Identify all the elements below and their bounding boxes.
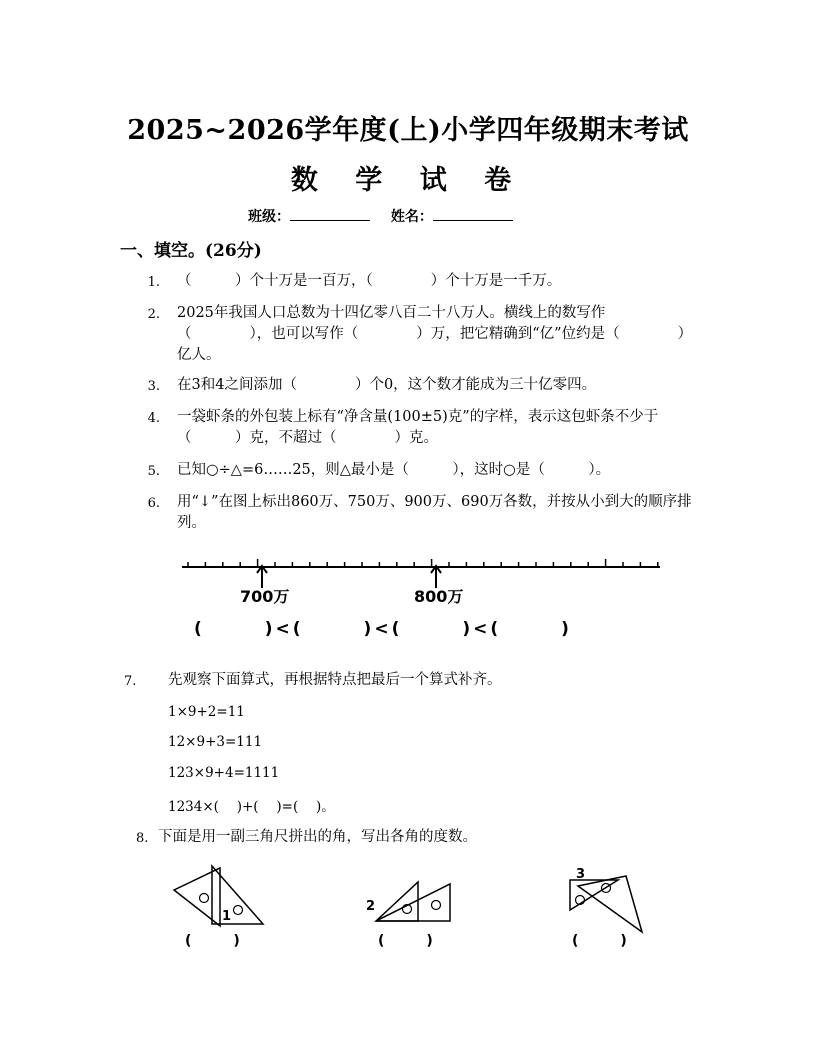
section-heading: 一、填空。(26分) xyxy=(120,241,262,261)
arrow-up-icon xyxy=(431,566,441,588)
question-text: 先观察下面算式，再根据特点把最后一个算式补齐。 xyxy=(168,672,502,688)
number-line-ticks xyxy=(188,559,658,567)
student-info xyxy=(248,206,529,226)
arrow-up-icon xyxy=(257,566,267,588)
question-number: 6. xyxy=(147,496,160,511)
question-number: 8. xyxy=(136,831,149,846)
question-text: 2025年我国人口总数为十四亿零八百二十八万人。横线上的数写作（ ），也可以写作（ ）万，把它精确到“亿”位约是（ ）亿人。 xyxy=(177,305,685,363)
answer-blank-2[interactable]: ( ) xyxy=(378,933,433,949)
order-blanks[interactable]: ( )<( )<( )<( ) xyxy=(194,619,572,639)
triangle-figure-3 xyxy=(562,866,652,938)
question-number: 2. xyxy=(147,307,160,322)
class-field[interactable] xyxy=(290,208,370,221)
question-text: 一袋虾条的外包装上标有“净含量(100±5)克”的字样，表示这包虾条不少于（ ）克，不超过（ ）克。 xyxy=(177,409,659,446)
number-line xyxy=(182,559,660,606)
name-field[interactable] xyxy=(433,208,513,221)
triangle-figure-1 xyxy=(168,858,278,928)
angle-label-1: 1 xyxy=(222,909,232,924)
question-number: 5. xyxy=(147,464,160,479)
question-text: 已知○÷△=6……25，则△最小是（ ），这时○是（ ）。 xyxy=(177,462,611,478)
exam-title: 2025~2026学年度(上)小学四年级期末考试 xyxy=(127,115,689,146)
label-700: 700万 xyxy=(240,587,290,606)
name-label: 姓名： xyxy=(390,209,433,225)
question-number: 1. xyxy=(147,275,160,290)
question-text: 下面是用一副三角尺拼出的角，写出各角的度数。 xyxy=(158,829,477,845)
answer-blank-1[interactable]: ( ) xyxy=(185,933,240,949)
equation: 123×9+4=1111 xyxy=(168,765,280,781)
label-800: 800万 xyxy=(414,587,464,606)
question-number: 3. xyxy=(147,379,160,394)
answer-blank-3[interactable]: ( ) xyxy=(572,933,627,949)
question-text: （ ）个十万是一百万，（ ）个十万是一千万。 xyxy=(177,273,562,289)
question-number: 7. xyxy=(124,674,137,689)
question-text: 用“↓”在图上标出860万、750万、900万、690万各数，并按从小到大的顺序排列。 xyxy=(177,494,692,531)
angle-label-2: 2 xyxy=(366,899,376,914)
class-label: 班级： xyxy=(248,209,290,225)
triangle-figure-2 xyxy=(362,874,462,926)
question-text: 在3和4之间添加（ ）个0，这个数才能成为三十亿零四。 xyxy=(177,377,597,393)
question-number: 4. xyxy=(147,411,160,426)
equation: 12×9+3=111 xyxy=(168,734,263,750)
exam-subtitle: 数 学 试 卷 xyxy=(290,165,526,196)
angle-label-3: 3 xyxy=(576,867,586,882)
equation: 1×9+2=11 xyxy=(168,704,245,720)
equation-blank[interactable]: 1234×( )+( )=( )。 xyxy=(168,799,335,815)
